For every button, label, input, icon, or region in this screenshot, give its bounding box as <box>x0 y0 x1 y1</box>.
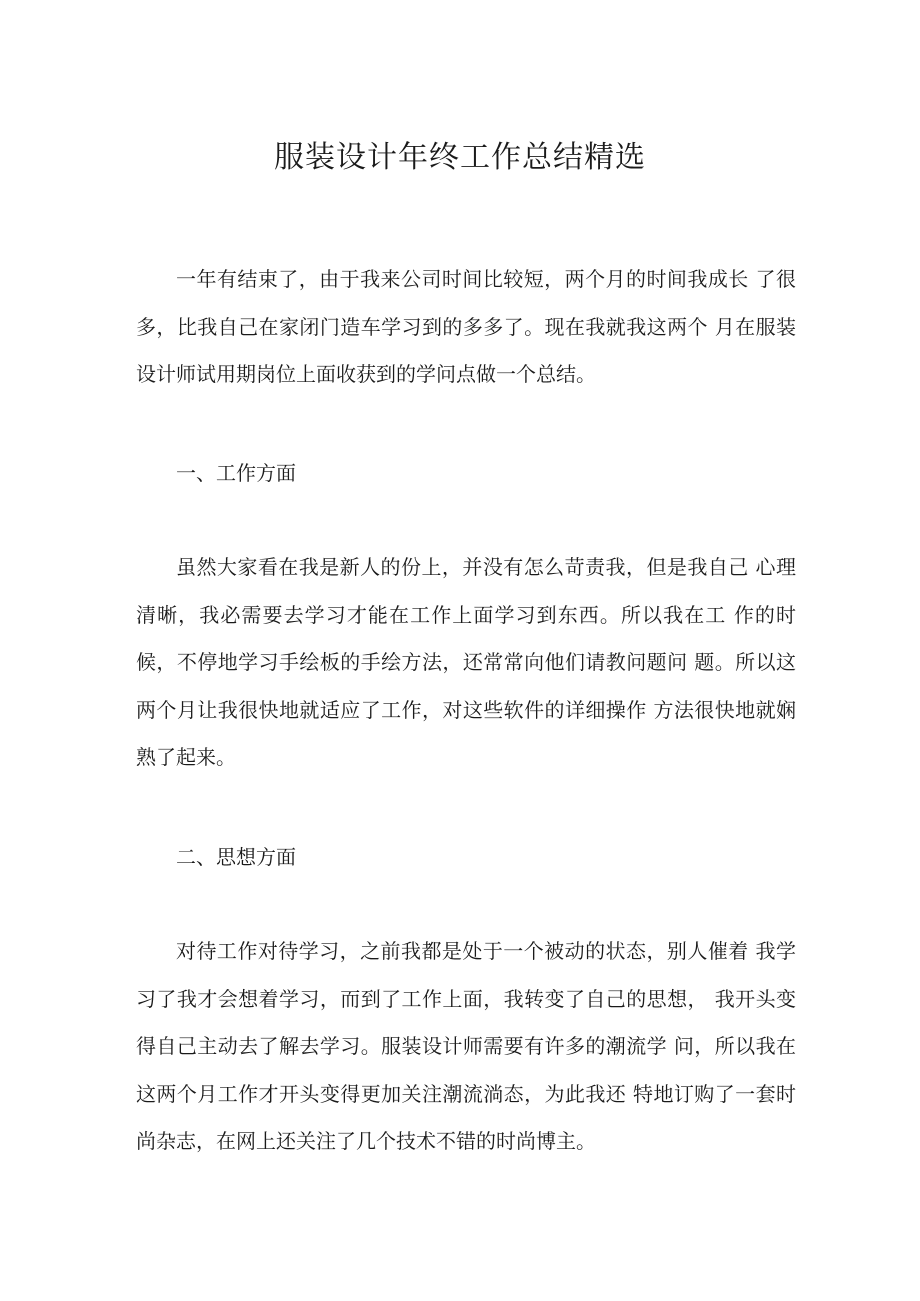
section-body-thought: 对待工作对待学习，之前我都是处于一个被动的状态，别人催着 我学习了我才会想着学习，而到了工作上面，我转变了自己的思想， 我开头变得自己主动去了解去学习。服装设计师需要有许多的潮流学 问，所以我在这两个月工作才开头变得更加关注潮流淌态，为此我还 特地订购了一套时尚杂志，在网上还关注了几个技术不错的时尚博主。 <box>136 939 796 1153</box>
section-body-work: 虽然大家看在我是新人的份上，并没有怎么苛责我，但是我自己 心理清晰，我必需要去学习才能在工作上面学习到东西。所以我在工 作的时候，不停地学习手绘板的手绘方法，还常常向他们请教问题问 题。所以这两个月让我很快地就适应了工作，对这些软件的详细操作 方法很快地就娴熟了起来。 <box>136 555 796 769</box>
intro-paragraph: 一年有结束了，由于我来公司时间比较短，两个月的时间我成长 了很多，比我自己在家闭门造车学习到的多多了。现在我就我这两个 月在服装设计师试用期岗位上面收获到的学问点做一个总结。 <box>136 267 796 386</box>
document-title: 服装设计年终工作总结精选 <box>274 140 646 175</box>
section-heading-thought: 二、思想方面 <box>176 845 296 869</box>
section-heading-work: 一、工作方面 <box>176 461 296 485</box>
